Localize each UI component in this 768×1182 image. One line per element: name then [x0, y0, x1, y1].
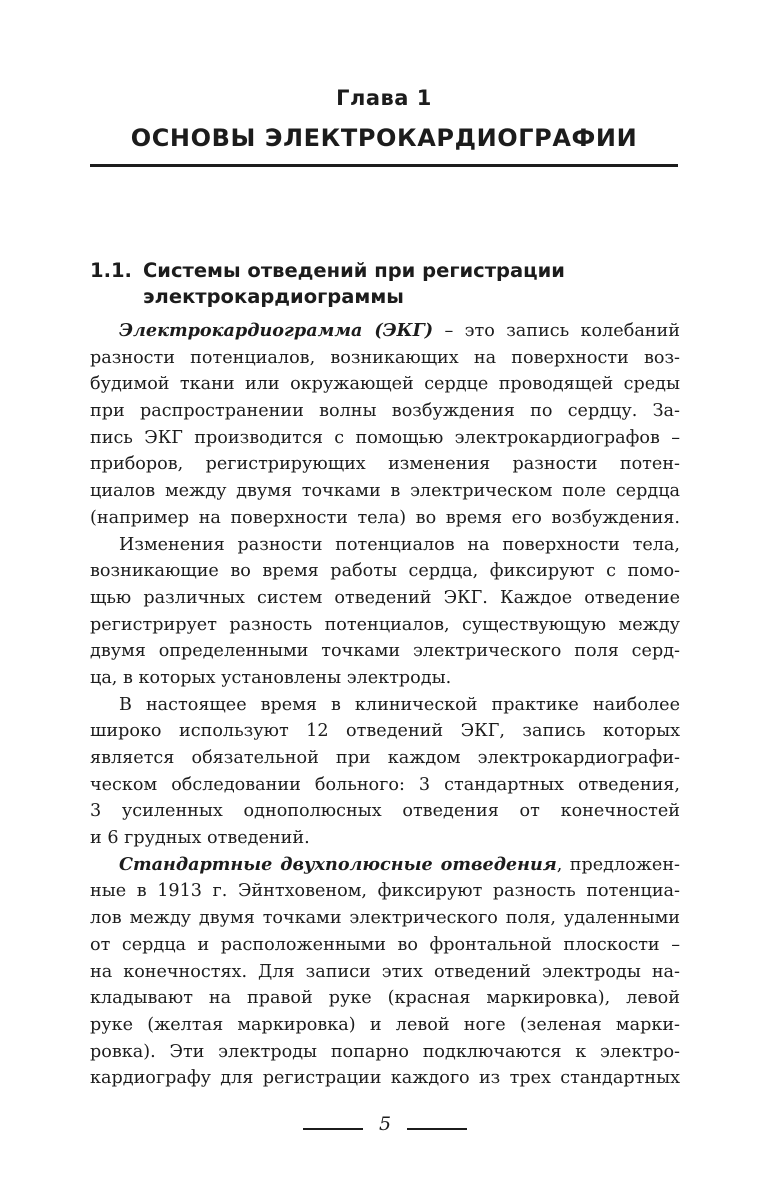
section-number: 1.1. [90, 259, 132, 282]
footer-rule-left [303, 1128, 363, 1130]
line-text: , предложен- [556, 854, 680, 875]
chapter-title-rule [90, 164, 678, 167]
paragraph-line [90, 852, 680, 879]
paragraph-line: ческом обследовании больного: 3 стандартных отведения, [90, 774, 680, 795]
paragraph-line: широко используют 12 отведений ЭКГ, запись которых [90, 721, 680, 742]
paragraph-line: щью различных систем отведений ЭКГ. Каждое отведение [90, 587, 680, 608]
paragraph-line: кардиографу для регистрации каждого из трех стандартных [90, 1068, 680, 1089]
term-ecg: Электрокардиограмма (ЭКГ) [119, 320, 434, 341]
paragraph-line: ца, в которых установлены электроды. [90, 667, 452, 688]
paragraph-line: В настоящее время в клинической практике наиболее [119, 694, 680, 715]
paragraph-line: приборов, регистрирующих изменения разности потен- [90, 454, 680, 475]
term-standard-leads: Стандартные двухполюсные отведения [119, 853, 557, 875]
chapter-label: Глава 1 [336, 86, 432, 110]
paragraph-line: двумя определенными точками электрического поля серд- [90, 641, 680, 662]
footer-rule-right [407, 1128, 467, 1130]
paragraph-line: ровка). Эти электроды попарно подключаются к электро- [90, 1041, 680, 1062]
paragraph-line: разности потенциалов, возникающих на поверхности воз- [90, 347, 680, 368]
paragraph-line: будимой ткани или окружающей сердце проводящей среды [90, 374, 680, 395]
paragraph-line: лов между двумя точками электрического поля, удаленными [90, 908, 680, 929]
section-heading [90, 258, 678, 310]
paragraph-line: кладывают на правой руке (красная маркировка), левой [90, 988, 680, 1009]
paragraph-line: на конечностях. Для записи этих отведений электроды на- [90, 961, 680, 982]
body-text [90, 318, 680, 1092]
paragraph-line [90, 318, 680, 345]
section-title-line-2: электрокардиограммы [143, 285, 404, 308]
page-number: 5 [378, 1113, 392, 1135]
paragraph-line: Изменения разности потенциалов на поверхности тела, [119, 534, 680, 555]
paragraph-line: (например на поверхности тела) во время его возбуждения. [90, 507, 680, 528]
section-title-line-1: Системы отведений при регистрации [143, 259, 565, 282]
page-footer [0, 1113, 768, 1143]
paragraph-line: возникающие во время работы сердца, фиксируют с помо- [90, 561, 680, 582]
paragraph-line: циалов между двумя точками в электрическом поле сердца [90, 481, 680, 502]
paragraph-line: при распространении волны возбуждения по сердцу. За- [90, 401, 680, 422]
paragraph-line: является обязательной при каждом электрокардиографи- [90, 748, 680, 768]
paragraph-line: руке (желтая маркировка) и левой ноге (зеленая марки- [90, 1014, 680, 1035]
paragraph-line: от сердца и расположенными во фронтальной плоскости – [90, 934, 680, 955]
paragraph-line: и 6 грудных отведений. [90, 828, 310, 849]
paragraph-line: 3 усиленных однополюсных отведения от конечностей [90, 801, 680, 822]
chapter-title: ОСНОВЫ ЭЛЕКТРОКАРДИОГРАФИИ [130, 124, 638, 152]
line-text: – это запись колебаний [433, 321, 680, 341]
paragraph-line: пись ЭКГ производится с помощью электрокардиографов – [90, 427, 680, 448]
paragraph-line: регистрирует разность потенциалов, существующую между [90, 614, 680, 635]
paragraph-line: ные в 1913 г. Эйнтховеном, фиксируют разность потенциа- [90, 881, 680, 902]
